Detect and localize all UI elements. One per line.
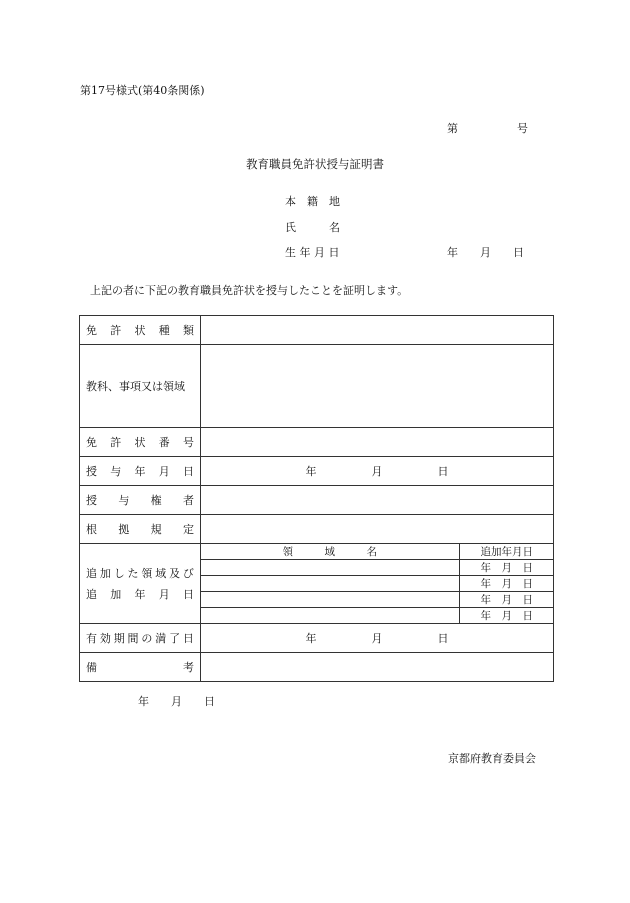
label-char: 免	[86, 324, 97, 337]
label-char: 授	[86, 465, 97, 478]
label-chars	[86, 521, 194, 537]
label-char: 考	[183, 661, 194, 674]
label-char: 状	[134, 436, 146, 449]
remarks-label	[80, 653, 201, 682]
label-chars	[86, 322, 194, 338]
row-label	[80, 515, 201, 544]
label-char: 追	[86, 567, 97, 580]
label-char: 号	[183, 436, 194, 449]
label-chars	[86, 463, 194, 479]
label-char: 期	[113, 632, 125, 645]
expiry-value	[201, 624, 554, 653]
label-char: 追	[86, 588, 97, 601]
label-char: 年	[134, 465, 146, 478]
additional-domain-label	[80, 544, 201, 624]
cell-value: 年 月 日	[305, 465, 449, 478]
honseki-label: 本 籍 地	[285, 195, 340, 208]
expiry-row	[80, 624, 554, 653]
remarks-value	[201, 653, 554, 682]
label-char: 類	[183, 324, 194, 337]
table-row	[80, 515, 554, 544]
label-char: た	[127, 567, 139, 580]
label-chars	[86, 492, 194, 508]
name-label: 氏 名	[285, 221, 340, 234]
label-char: 免	[86, 436, 97, 449]
label-char: 領	[141, 567, 153, 580]
label-chars	[86, 378, 194, 394]
certification-statement: 上記の者に下記の教育職員免許状を授与したことを証明します。	[90, 284, 409, 297]
label-char: 権	[150, 494, 162, 507]
label-char: 備	[86, 661, 97, 674]
domain-name-header: 領 域 名	[201, 544, 459, 560]
label-char: 加	[99, 567, 111, 580]
birth-date-label: 生 年 月 日	[285, 246, 340, 259]
label-char: 日	[182, 632, 194, 645]
label-chars	[86, 434, 194, 450]
label-char: 了	[169, 632, 181, 645]
label-char: 与	[110, 465, 122, 478]
label-char: 者	[182, 494, 194, 507]
additional-domain-subtable	[201, 544, 554, 623]
label-char: び	[182, 567, 194, 580]
label-char: の	[141, 632, 153, 645]
additional-domain-row	[80, 544, 554, 624]
row-value	[201, 428, 554, 457]
added-date-cell: 年 月 日	[459, 592, 554, 608]
added-date-cell: 年 月 日	[459, 560, 554, 576]
label-chars	[86, 565, 194, 581]
label-chars	[86, 630, 194, 646]
label-char: 教科、事項又は領域	[86, 380, 185, 393]
certificate-number-prefix: 第	[447, 122, 458, 135]
domain-name-cell	[201, 560, 459, 576]
label-chars	[86, 659, 194, 675]
label-chars	[86, 586, 194, 602]
row-value	[201, 457, 554, 486]
row-label	[80, 428, 201, 457]
cell-value: 年 月 日	[305, 632, 449, 645]
label-char: 有	[86, 632, 97, 645]
additional-domain-cell	[201, 544, 554, 624]
domain-name-cell	[201, 592, 459, 608]
label-char: 日	[183, 465, 194, 478]
row-value	[201, 345, 554, 428]
label-char: 効	[99, 632, 111, 645]
row-value	[201, 316, 554, 345]
certificate-number-suffix: 号	[517, 122, 528, 135]
form-number: 第17号様式(第40条関係)	[80, 84, 205, 97]
label-char: 定	[182, 523, 194, 536]
row-label	[80, 345, 201, 428]
label-char: 域	[155, 567, 167, 580]
added-date-cell: 年 月 日	[459, 576, 554, 592]
license-detail-table	[79, 315, 554, 682]
label-char: 種	[158, 324, 170, 337]
label-char: 年	[134, 588, 146, 601]
table-row	[80, 316, 554, 345]
label-char: 授	[86, 494, 97, 507]
birth-date-value: 年 月 日	[447, 246, 524, 259]
issue-date: 年 月 日	[138, 695, 215, 708]
label-char: し	[113, 567, 125, 580]
label-char: 日	[183, 588, 194, 601]
table-row	[80, 428, 554, 457]
label-char: 及	[169, 567, 181, 580]
label-char: 間	[127, 632, 139, 645]
row-label	[80, 457, 201, 486]
label-char: 月	[158, 465, 170, 478]
label-char: 許	[110, 324, 122, 337]
label-char: 規	[150, 523, 162, 536]
added-date-header: 追加年月日	[459, 544, 554, 560]
label-char: 状	[134, 324, 146, 337]
row-value	[201, 515, 554, 544]
table-row	[80, 486, 554, 515]
expiry-label	[80, 624, 201, 653]
row-label	[80, 486, 201, 515]
domain-name-cell	[201, 608, 459, 624]
label-char: 加	[110, 588, 122, 601]
row-label	[80, 316, 201, 345]
table-row	[80, 345, 554, 428]
label-char: 月	[158, 588, 170, 601]
label-char: 与	[118, 494, 130, 507]
remarks-row	[80, 653, 554, 682]
label-char: 拠	[118, 523, 130, 536]
label-char: 許	[110, 436, 122, 449]
label-char: 根	[86, 523, 97, 536]
row-value	[201, 486, 554, 515]
document-title: 教育職員免許状授与証明書	[246, 157, 384, 171]
table-row	[80, 457, 554, 486]
label-char: 番	[158, 436, 170, 449]
issuing-authority: 京都府教育委員会	[448, 752, 536, 765]
domain-name-cell	[201, 576, 459, 592]
added-date-cell: 年 月 日	[459, 608, 554, 624]
label-char: 満	[155, 632, 167, 645]
